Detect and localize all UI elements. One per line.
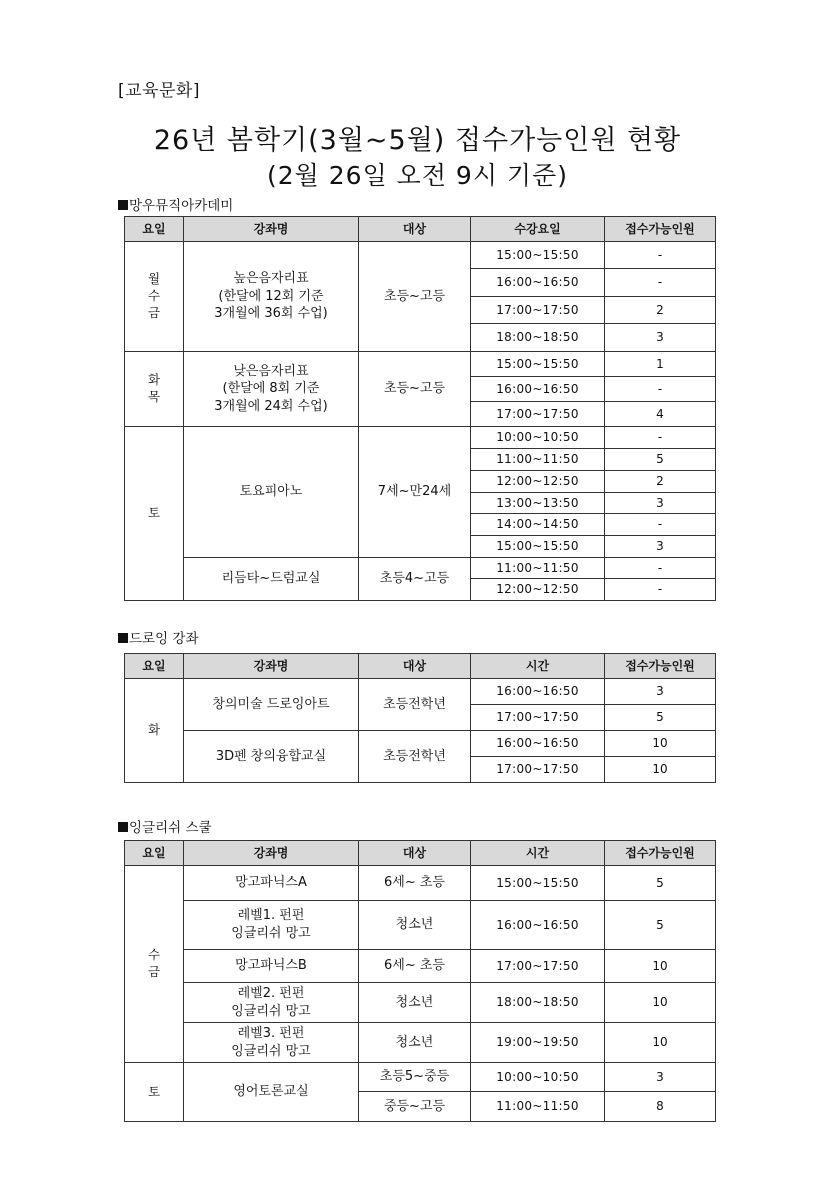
time-cell: 14:00~14:50 [471, 514, 605, 536]
day-label: 금 [147, 964, 161, 979]
target-cell: 초등전학년 [359, 679, 471, 731]
count-cell: 2 [605, 471, 716, 493]
day-cell [125, 242, 184, 352]
count-cell: 5 [605, 866, 716, 901]
course-name: 낮은음자리표 [233, 363, 309, 379]
time-cell: 15:00~15:50 [471, 352, 605, 377]
count-cell: - [605, 514, 716, 536]
course-name: 잉글리쉬 망고 [231, 1043, 311, 1059]
table-header-row [125, 217, 716, 242]
document-category: [교육문화] [118, 81, 200, 101]
header-cell: 강좌명 [184, 841, 359, 866]
table-row [125, 558, 716, 579]
time-cell: 16:00~16:50 [471, 269, 605, 297]
drawing-table [124, 653, 716, 783]
header-cell: 접수가능인원 [605, 217, 716, 242]
count-cell: 10 [605, 731, 716, 757]
course-name: 잉글리쉬 망고 [231, 926, 311, 941]
header-cell: 강좌명 [184, 217, 359, 242]
course-cell [184, 352, 359, 427]
time-cell: 19:00~19:50 [471, 1023, 605, 1063]
time-cell: 15:00~15:50 [471, 536, 605, 558]
english-school-table [124, 840, 716, 1122]
header-cell: 대상 [359, 841, 471, 866]
table-row [125, 242, 716, 269]
count-cell: 5 [605, 901, 716, 950]
day-cell [125, 679, 184, 783]
time-cell: 13:00~13:50 [471, 493, 605, 514]
table-row [125, 731, 716, 757]
count-cell: 2 [605, 297, 716, 324]
count-cell: 5 [605, 705, 716, 731]
target-cell: 7세~만24세 [359, 427, 471, 558]
header-cell: 강좌명 [184, 654, 359, 679]
target-cell: 청소년 [359, 1023, 471, 1063]
target-cell: 초등4~고등 [359, 558, 471, 601]
day-label: 수 [147, 947, 161, 963]
count-cell: 3 [605, 493, 716, 514]
count-cell: 10 [605, 1023, 716, 1063]
table-row [125, 950, 716, 983]
target-cell: 초등5~중등 [359, 1063, 471, 1092]
table-row [125, 1023, 716, 1063]
day-label: 금 [147, 304, 161, 320]
target-cell: 6세~ 초등 [359, 866, 471, 901]
course-note: 3개월에 36회 수업) [214, 306, 328, 322]
course-name: 망고파닉스A [235, 875, 307, 891]
day-label: 화 [147, 372, 161, 388]
day-label: 토 [147, 505, 161, 521]
header-cell: 대상 [359, 654, 471, 679]
course-name: 높은음자리표 [233, 271, 309, 287]
header-cell: 접수가능인원 [605, 654, 716, 679]
section-name: 잉글리쉬 스쿨 [129, 820, 212, 836]
course-name: 잉글리쉬 망고 [231, 1003, 311, 1019]
target-cell: 중등~고등 [359, 1092, 471, 1122]
time-cell: 17:00~17:50 [471, 402, 605, 427]
header-cell: 요일 [125, 217, 184, 242]
music-academy-table [124, 216, 716, 601]
table-row [125, 866, 716, 901]
count-cell: - [605, 242, 716, 269]
day-label: 수 [147, 288, 161, 304]
header-cell: 수강요일 [471, 217, 605, 242]
header-cell: 요일 [125, 841, 184, 866]
count-cell: 3 [605, 1063, 716, 1092]
time-cell: 17:00~17:50 [471, 297, 605, 324]
table-row [125, 679, 716, 705]
section-heading-music-academy [118, 194, 233, 214]
course-name: 레벨1. 펀펀 [237, 908, 305, 924]
course-cell: 리듬타~드럼교실 [184, 558, 359, 601]
document-title: 26년 봄학기(3월~5월) 접수가능인원 현황 [153, 125, 682, 156]
square-bullet-icon [118, 633, 128, 643]
count-cell: - [605, 427, 716, 449]
course-cell: 3D펜 창의융합교실 [184, 731, 359, 783]
course-name: 레벨3. 펀펀 [237, 1025, 305, 1041]
count-cell: 10 [605, 950, 716, 983]
target-cell: 초등전학년 [359, 731, 471, 783]
header-cell: 대상 [359, 217, 471, 242]
course-note: 3개월에 24회 수업) [214, 398, 328, 414]
count-cell: 3 [605, 324, 716, 352]
time-cell: 16:00~16:50 [471, 377, 605, 402]
table-header-row [125, 654, 716, 679]
time-cell: 11:00~11:50 [471, 449, 605, 471]
time-cell: 12:00~12:50 [471, 579, 605, 601]
count-cell: 10 [605, 983, 716, 1023]
time-cell: 11:00~11:50 [471, 558, 605, 579]
target-cell: 청소년 [359, 901, 471, 950]
day-cell [125, 1063, 184, 1122]
course-cell [184, 983, 359, 1023]
table-row [125, 427, 716, 449]
time-cell: 17:00~17:50 [471, 705, 605, 731]
course-cell [184, 866, 359, 901]
course-cell [184, 1023, 359, 1063]
count-cell: - [605, 377, 716, 402]
section-name: 망우뮤직아카데미 [129, 198, 234, 214]
table-header-row [125, 841, 716, 866]
day-label: 화 [147, 722, 161, 738]
table-row [125, 352, 716, 377]
time-cell: 16:00~16:50 [471, 679, 605, 705]
count-cell: 5 [605, 449, 716, 471]
count-cell: 8 [605, 1092, 716, 1122]
day-cell [125, 427, 184, 601]
header-cell: 시간 [471, 841, 605, 866]
count-cell: - [605, 269, 716, 297]
day-label: 토 [147, 1083, 161, 1099]
header-cell: 요일 [125, 654, 184, 679]
count-cell: 1 [605, 352, 716, 377]
time-cell: 11:00~11:50 [471, 1092, 605, 1122]
day-cell [125, 352, 184, 427]
target-cell: 6세~ 초등 [359, 950, 471, 983]
document-subtitle: (2월 26일 오전 9시 기준) [267, 161, 568, 190]
time-cell: 10:00~10:50 [471, 427, 605, 449]
day-label: 목 [147, 389, 161, 404]
course-cell: 토요피아노 [184, 427, 359, 558]
count-cell: 4 [605, 402, 716, 427]
course-cell: 영어토론교실 [184, 1063, 359, 1122]
table-row [125, 901, 716, 950]
time-cell: 16:00~16:50 [471, 731, 605, 757]
section-name: 드로잉 강좌 [129, 631, 199, 647]
time-cell: 17:00~17:50 [471, 757, 605, 783]
count-cell: 3 [605, 679, 716, 705]
time-cell: 15:00~15:50 [471, 866, 605, 901]
section-heading-english [118, 816, 212, 836]
table-row [125, 1063, 716, 1092]
time-cell: 12:00~12:50 [471, 471, 605, 493]
target-cell: 초등~고등 [359, 242, 471, 352]
time-cell: 16:00~16:50 [471, 901, 605, 950]
course-cell [184, 950, 359, 983]
course-name: 레벨2. 펀펀 [237, 985, 305, 1001]
day-label: 월 [147, 271, 161, 287]
course-cell [184, 242, 359, 352]
header-cell: 접수가능인원 [605, 841, 716, 866]
square-bullet-icon [118, 822, 128, 832]
table-row [125, 983, 716, 1023]
count-cell: 3 [605, 536, 716, 558]
course-note: (한달에 12회 기준 [218, 288, 324, 304]
course-cell: 창의미술 드로잉아트 [184, 679, 359, 731]
course-cell [184, 901, 359, 950]
day-cell [125, 866, 184, 1063]
time-cell: 10:00~10:50 [471, 1063, 605, 1092]
section-heading-drawing [118, 627, 199, 647]
header-cell: 시간 [471, 654, 605, 679]
square-bullet-icon [118, 200, 128, 210]
time-cell: 15:00~15:50 [471, 242, 605, 269]
time-cell: 18:00~18:50 [471, 983, 605, 1023]
course-name: 망고파닉스B [235, 958, 307, 974]
time-cell: 17:00~17:50 [471, 950, 605, 983]
course-note: (한달에 8회 기준 [222, 381, 320, 397]
time-cell: 18:00~18:50 [471, 324, 605, 352]
count-cell: 10 [605, 757, 716, 783]
target-cell: 초등~고등 [359, 352, 471, 427]
count-cell: - [605, 558, 716, 579]
count-cell: - [605, 579, 716, 601]
target-cell: 청소년 [359, 983, 471, 1023]
